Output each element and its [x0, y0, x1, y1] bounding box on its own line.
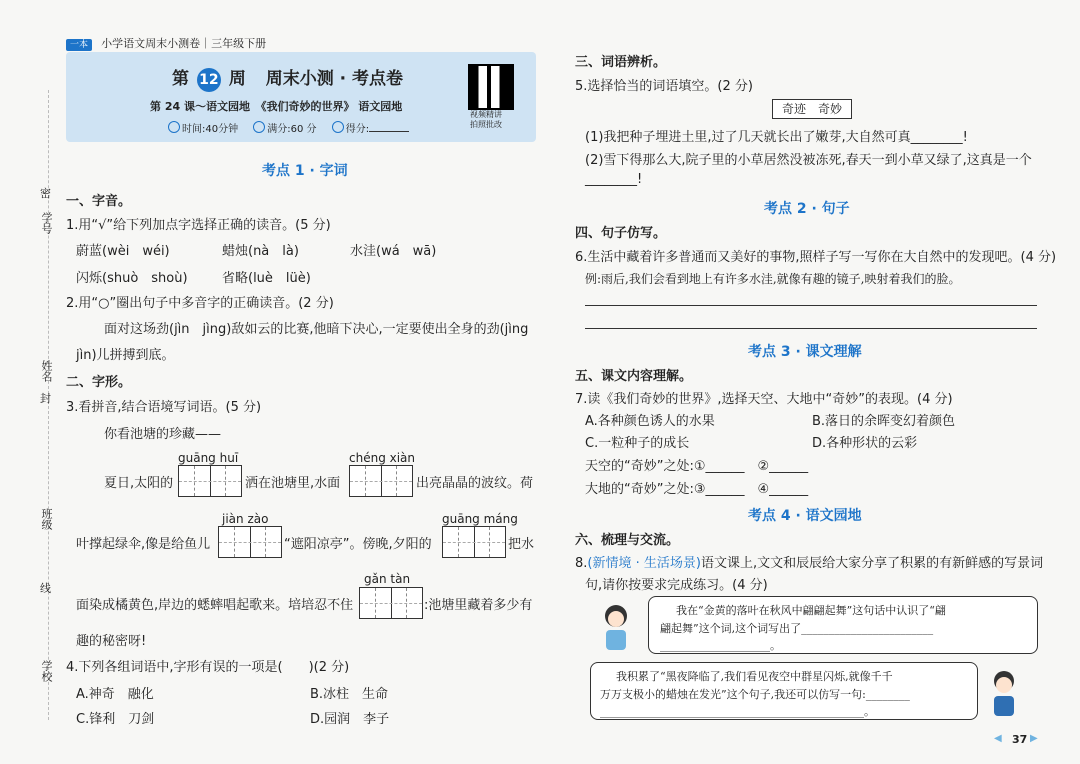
- q4-option-a[interactable]: A.神奇 融化: [76, 687, 154, 702]
- banner-title-row: [172, 64, 403, 92]
- pinyin-guangmang: guāng máng: [442, 512, 518, 526]
- part5-heading: 五、课文内容理解。: [575, 369, 693, 384]
- q3-text: 趣的秘密呀!: [76, 634, 147, 649]
- q1-prompt: 1.用“√”给下列加点字选择正确的读音。(5 分): [66, 218, 331, 233]
- boy-avatar-icon: [982, 668, 1026, 718]
- answer-box-guanghui[interactable]: [178, 465, 242, 497]
- section-title-4: 考点 4 · 语文园地: [748, 508, 862, 524]
- side-label-fill: 密: [40, 187, 51, 200]
- section-title-2: 考点 2 · 句子: [764, 201, 850, 217]
- q7-option-b[interactable]: B.落日的余晖变幻着颜色: [812, 414, 956, 429]
- qr-code[interactable]: [468, 64, 514, 110]
- part2-heading: 二、字形。: [66, 375, 132, 390]
- q7-prompt: 7.读《我们奇妙的世界》,选择天空、大地中“奇妙”的表现。(4 分): [575, 392, 953, 407]
- q8-line-1: 8.(新情境 · 生活场景)语文课上,文文和辰辰给大家分享了积累的有新鲜感的写景词: [575, 556, 1044, 571]
- bubble1-line-1: 我在“金黄的落叶在秋风中翩翩起舞”这句话中认识了“翩: [676, 604, 946, 617]
- side-label-name: 姓名: [40, 360, 53, 382]
- part1-heading: 一、字音。: [66, 194, 132, 209]
- bubble2-line-2[interactable]: 万万支极小的蜡烛在发光”这个句子,我还可以仿写一句:________: [600, 688, 910, 701]
- week-number: 12: [199, 72, 219, 88]
- medal-icon: [253, 121, 265, 133]
- q1-item: 省略(luè lüè): [222, 271, 311, 286]
- target-icon: [332, 121, 344, 133]
- full-score: 满分:60 分: [267, 124, 317, 135]
- qr-caption-1: 视频精讲: [470, 110, 502, 119]
- answer-box-chengxian[interactable]: [349, 465, 413, 497]
- part4-heading: 四、句子仿写。: [575, 226, 667, 241]
- side-label-number: 学号: [40, 212, 53, 234]
- side-label-school: 学校: [40, 660, 53, 682]
- part6-heading: 六、梳理与交流。: [575, 533, 680, 548]
- q3-text: 洒在池塘里,水面: [245, 476, 341, 491]
- q2-prompt: 2.用“○”圈出句子中多音字的正确读音。(2 分): [66, 296, 334, 311]
- header-title: 小学语文周末小测卷｜三年级下册: [101, 37, 267, 50]
- score-label: 得分:: [345, 124, 370, 135]
- prev-page-icon[interactable]: ◀: [994, 733, 1002, 744]
- q6-answer-line[interactable]: [585, 305, 1037, 306]
- q7-sky-answer[interactable]: 天空的“奇妙”之处:①______ ②______: [585, 459, 809, 474]
- qr-caption-2: 拍照批改: [470, 120, 502, 129]
- bubble1-line-2[interactable]: 翩起舞”这个词,这个词写出了________________________: [660, 622, 934, 635]
- part3-heading: 三、词语辨析。: [575, 55, 667, 70]
- bubble1-line-3[interactable]: ____________________。: [660, 639, 781, 652]
- q8-text: 语文课上,文文和辰辰给大家分享了积累的有新鲜感的写景词: [700, 556, 1044, 571]
- q4-prompt: 4.下列各组词语中,字形有误的一项是( )(2 分): [66, 660, 350, 675]
- q3-text: 出亮晶晶的波纹。荷: [416, 476, 534, 491]
- q5-word-box: 奇迹 奇妙: [772, 99, 852, 119]
- pinyin-jianzao: jiàn zào: [222, 512, 269, 526]
- bubble2-line-3[interactable]: ________________________________________________。: [600, 705, 875, 718]
- q4-option-d[interactable]: D.园润 李子: [310, 712, 390, 727]
- q8-tag: (新情境 · 生活场景): [587, 556, 701, 571]
- q7-option-d[interactable]: D.各种形状的云彩: [812, 436, 918, 451]
- banner-suffix: 周: [228, 69, 246, 89]
- answer-box-jianzao[interactable]: [218, 526, 282, 558]
- answer-box-guangmang[interactable]: [442, 526, 506, 558]
- bubble2-line-1: 我积累了“黑夜降临了,我们看见夜空中群星闪烁,就像千千: [616, 670, 893, 683]
- q4-option-b[interactable]: B.冰柱 生命: [310, 687, 389, 702]
- pinyin-chengxian: chéng xiàn: [349, 451, 416, 465]
- side-label-grade: 班级: [40, 508, 53, 530]
- q2-line-2: jìn)儿拼搏到底。: [76, 348, 175, 363]
- week-badge: [197, 68, 221, 92]
- side-label-line: 线: [40, 582, 51, 595]
- q1-item: 蜡烛(nà là): [222, 244, 299, 259]
- section-title-3: 考点 3 · 课文理解: [748, 344, 862, 360]
- q6-prompt: 6.生活中藏着许多普通而又美好的事物,照样子写一写你在大自然中的发现吧。(4 分): [575, 250, 1057, 265]
- q5-prompt: 5.选择恰当的词语填空。(2 分): [575, 79, 753, 94]
- pinyin-gantan: gǎn tàn: [364, 572, 411, 586]
- time-limit: 时间:40分钟: [182, 124, 239, 135]
- q6-example: 例:雨后,我们会看到地上有许多水洼,就像有趣的镜子,映射着我们的脸。: [585, 272, 961, 286]
- answer-box-gantan[interactable]: [359, 587, 423, 619]
- q5-sentence-1: (1)我把种子埋进土里,过了几天就长出了嫩芽,大自然可真________!: [585, 130, 968, 145]
- q3-text: 夏日,太阳的: [104, 476, 174, 491]
- clock-icon: [168, 121, 180, 133]
- q1-item: 蔚蓝(wèi wéi): [76, 244, 170, 259]
- q7-option-c[interactable]: C.一粒种子的成长: [585, 436, 690, 451]
- q1-item: 水洼(wá wā): [350, 244, 437, 259]
- section-title-1: 考点 1 · 字词: [262, 163, 348, 179]
- next-page-icon[interactable]: ▶: [1030, 733, 1038, 744]
- girl-avatar-icon: [594, 602, 638, 652]
- q3-text: “遮阳凉亭”。傍晚,夕阳的: [284, 537, 432, 552]
- pinyin-guanghui: guāng huī: [178, 451, 239, 465]
- q5-sentence-2a: (2)雪下得那么大,院子里的小草居然没被冻死,春天一到小草又绿了,这真是一个: [585, 153, 1032, 168]
- side-label-seal: 封: [40, 392, 51, 405]
- q3-intro: 你看池塘的珍藏——: [104, 427, 222, 442]
- q4-option-c[interactable]: C.锋利 刀剑: [76, 712, 155, 727]
- q3-text: :池塘里藏着多少有: [424, 598, 533, 613]
- q3-text: 把水: [508, 537, 535, 552]
- publisher-logo: 一本: [66, 39, 92, 51]
- banner-subtitle: 第 24 课～语文园地 《我们奇妙的世界》 语文园地: [150, 100, 403, 113]
- q3-prompt: 3.看拼音,结合语境写词语。(5 分): [66, 400, 262, 415]
- banner-meta: [168, 120, 409, 135]
- q7-land-answer[interactable]: 大地的“奇妙”之处:③______ ④______: [585, 482, 809, 497]
- banner-prefix: 第: [172, 69, 189, 89]
- banner-title: 周末小测 · 考点卷: [265, 69, 404, 89]
- q2-line-1: 面对这场劲(jìn jìng)敌如云的比赛,他暗下决心,一定要使出全身的劲(jìng: [104, 322, 529, 337]
- q5-sentence-2b: ________!: [585, 172, 643, 187]
- q3-text: 面染成橘黄色,岸边的蟋蟀唱起歌来。培培忍不住: [76, 598, 354, 613]
- qr-caption: [470, 110, 502, 130]
- q7-option-a[interactable]: A.各种颜色诱人的水果: [585, 414, 715, 429]
- q1-item: 闪烁(shuò shoù): [76, 271, 188, 286]
- q3-text: 叶撑起绿伞,像是给鱼儿: [76, 537, 211, 552]
- q8-line-2: 句,请你按要求完成练习。(4 分): [585, 578, 768, 593]
- q6-answer-line[interactable]: [585, 328, 1037, 329]
- page-number: 37: [1012, 733, 1028, 746]
- header: [66, 32, 266, 51]
